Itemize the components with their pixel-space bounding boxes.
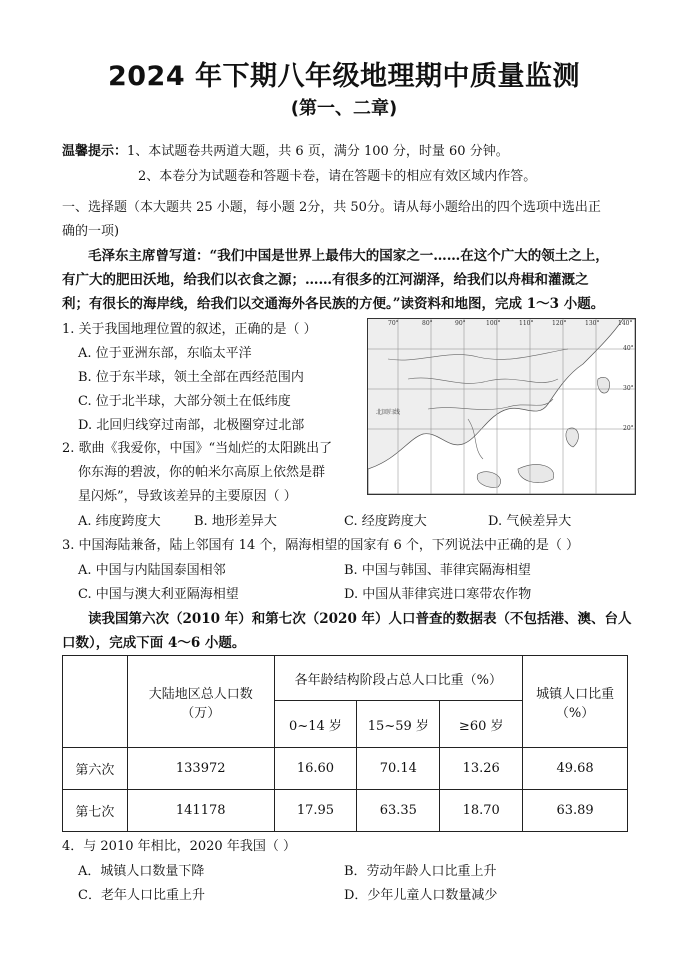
table-cell-b: 70.14 [357,748,440,790]
page-subtitle: (第一、二章) [290,98,398,119]
map-lon-label-4: 100° [486,320,501,327]
table-header-urban-line2: （%） [555,705,595,721]
question-3-option-b: B. 中国与韩国、菲律宾隔海相望 [344,563,531,578]
table-corner [63,656,128,748]
question-2-stem-1: 2. 歌曲《我爱你，中国》“当灿烂的太阳跳出了 [62,441,333,456]
intro-table-2: 口数），完成下面 4～6 小题。 [62,635,246,651]
map-lon-label-3: 90° [455,320,466,327]
table-header-total [127,656,274,748]
map-lon-label-1: 70° [388,320,399,327]
page-title: 2024 年下期八年级地理期中质量监测 [107,61,581,92]
question-1-option-d: D. 北回归线穿过南部，北极圈穿过北部 [78,418,305,433]
table-cell-c: 13.26 [440,748,523,790]
question-3-option-d: D. 中国从菲律宾进口寒带农作物 [344,587,532,602]
question-3-option-a: A. 中国与内陆国泰国相邻 [78,563,226,578]
table-subheader-60: ≥60 岁 [440,701,523,748]
table-cell-label: 第六次 [63,748,128,790]
table-cell-b: 63.35 [357,790,440,832]
tips-label: 温馨提示： [62,144,128,159]
question-4-option-b: B．劳动年龄人口比重上升 [344,864,497,879]
census-table [62,655,628,832]
map-lon-label-7: 130° [585,320,600,327]
table-cell-total: 141178 [127,790,274,832]
question-2-option-b: B. 地形差异大 [194,514,277,529]
question-2-option-d: D. 气候差异大 [488,514,572,529]
table-header-age: 各年龄结构阶段占总人口比重（%） [274,656,523,701]
section-heading-cont: 确的一项) [62,224,120,239]
tips-text-2: 2、本卷分为试题卷和答题卡卷，请在答题卡的相应有效区域内作答。 [138,169,537,184]
intro-paragraph-2: 有广大的肥田沃地，给我们以衣食之源；……有很多的江河湖泽，给我们以舟楫和灌溉之 [62,272,589,288]
table-cell-urban: 49.68 [523,748,628,790]
question-4-option-c: C．老年人口比重上升 [78,888,205,903]
intro-table-1: 读我国第六次（2010 年）和第七次（2020 年）人口普查的数据表（不包括港、澳、台人 [88,611,632,627]
question-2-stem-3: 星闪烁”，导致该差异的主要原因（ ） [78,489,297,504]
question-4-stem: 4．与 2010 年相比，2020 年我国（ ） [62,839,296,854]
question-2-stem-2: 你东海的碧波，你的帕米尔高原上依然是群 [78,465,326,480]
table-header-total-line2: （万） [181,705,221,721]
map-lon-label-2: 80° [422,320,433,327]
map-lon-label-8: 140° [618,320,633,327]
question-3-stem: 3. 中国海陆兼备，陆上邻国有 14 个，隔海相望的国家有 6 个，下列说法中正确的是（ ） [62,538,580,553]
table-header-urban [523,656,628,748]
section-heading: 一、选择题（本大题共 25 小题，每小题 2分，共 50分。请从每小题给出的四个选项中选出正 [62,200,601,215]
table-cell-urban: 63.89 [523,790,628,832]
tips-text-1: 1、本试题卷共两道大题，共 6 页，满分 100 分，时量 60 分钟。 [127,144,509,159]
map-tropic-label: 北回归线 [376,409,401,416]
question-4-option-d: D．少年儿童人口数量减少 [344,888,498,903]
intro-paragraph-3: 利；有很长的海岸线，给我们以交通海外各民族的方便。”读资料和地图，完成 1～3 小题。 [62,296,605,312]
asia-map-drawing [368,319,635,494]
question-1-stem: 1. 关于我国地理位置的叙述，正确的是（ ） [62,322,317,337]
asia-map [367,318,636,495]
map-lat-label-1: 40° [623,345,634,352]
map-lat-label-3: 20° [623,425,634,432]
question-4-option-a: A．城镇人口数量下降 [78,864,205,879]
table-cell-label: 第七次 [63,790,128,832]
map-lon-label-6: 120° [552,320,567,327]
question-3-option-c: C. 中国与澳大利亚隔海相望 [78,587,239,602]
intro-paragraph-1: 毛泽东主席曾写道：“我们中国是世界上最伟大的国家之一……在这个广大的领土之上， [88,248,609,264]
table-row [63,748,628,790]
table-cell-a: 17.95 [274,790,357,832]
table-header-urban-line1: 城镇人口比重 [536,686,615,702]
question-2-option-a: A. 纬度跨度大 [78,514,161,529]
map-lat-label-2: 30° [623,385,634,392]
table-row [63,790,628,832]
table-subheader-0-14: 0~14 岁 [274,701,357,748]
tips-line-1 [62,140,509,159]
table-cell-c: 18.70 [440,790,523,832]
question-2-option-c: C. 经度跨度大 [344,514,427,529]
table-subheader-15-59: 15~59 岁 [357,701,440,748]
map-lon-label-5: 110° [519,320,534,327]
question-1-option-b: B. 位于东半球，领土全部在西经范围内 [78,370,304,385]
question-1-option-a: A. 位于亚洲东部，东临太平洋 [78,346,252,361]
table-cell-total: 133972 [127,748,274,790]
question-1-option-c: C. 位于北半球，大部分领土在低纬度 [78,394,291,409]
table-cell-a: 16.60 [274,748,357,790]
table-header-total-line1: 大陆地区总人口数 [148,686,253,702]
